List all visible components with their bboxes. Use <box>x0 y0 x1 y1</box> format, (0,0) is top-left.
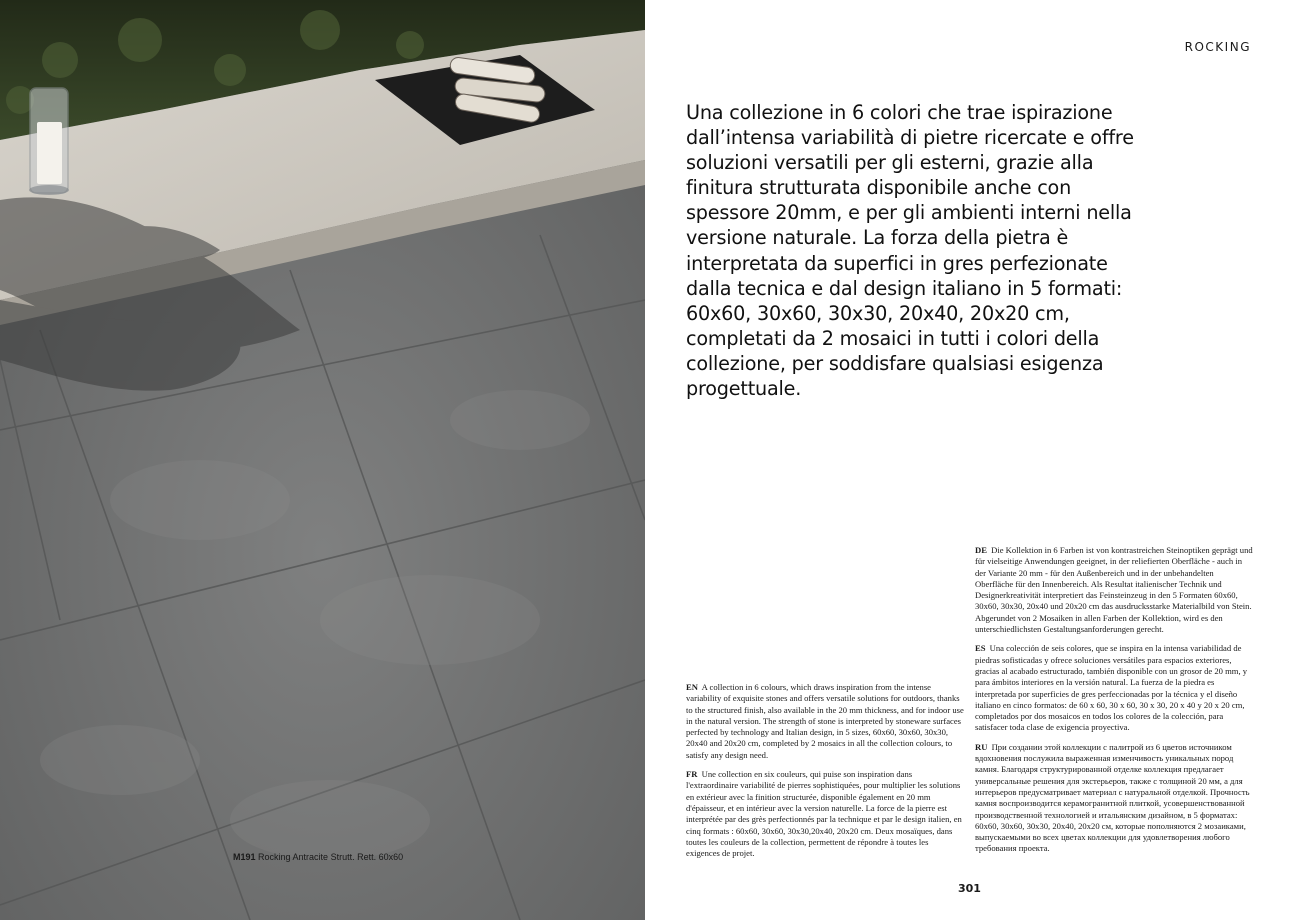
lang-code-en: EN <box>686 682 698 692</box>
translation-fr <box>686 769 964 859</box>
page-number: 301 <box>958 882 981 895</box>
translation-es <box>975 643 1254 733</box>
translation-text-ru: При создании этой коллекции с палитрой из 6 цветов источником вдохновения послужила выраженная изменчивость уникальных пород камня. Благодаря структурированной отделке коллекция предлагает универсальные решения для экстерьеров, также с толщиной 20 мм, а для интерьеров предусматривает материал с натуральной отделкой. Прочность камня воспроизводится керамогранитной плиткой, усовершенствованной производственной технологией и итальянским дизайном, в 5 форматах: 60x60, 30x60, 30x30, 20x40, 20x20 см, которые пополняются 2 мозаиками, выпускаемыми во всех цветах коллекции для удовлетворения любого требования проекта. <box>975 741 1250 854</box>
terrace-illustration <box>0 0 645 920</box>
translations-column-right <box>975 545 1254 863</box>
lang-code-de: DE <box>975 545 987 555</box>
photo-caption <box>233 852 403 862</box>
intro-paragraph: Una collezione in 6 colori che trae ispirazione dall’intensa variabilità di pietre ricercate e offre soluzioni versatili per gli esterni, grazie alla finitura strutturata disponibile anche con spessore 20mm, e per gli ambienti interni nella versione naturale. La forza della pietra è interpretata da superfici in gres perfezionate dalla tecnica e dal design italiano in 5 formati: 60x60, 30x60, 30x30, 20x40, 20x20 cm, completati da 2 mosaici in tutti i colori della collezione, per soddisfare qualsiasi esigenza progettuale. <box>686 101 1134 401</box>
lang-code-es: ES <box>975 643 986 654</box>
translation-text-es: Una colección de seis colores, que se inspira en la intensa variabilidad de piedras sofisticadas y ofrece soluciones versátiles para espacios exteriores, gracias al acabado estructurado, también disponible con un grosor de 20 mm, y para ámbitos interiores en la versión natural. La fuerza de la piedra es interpretada por superficies de gres perfeccionadas por la técnica y el diseño italiano en cinco formatos: de 60 x 60, 30 x 60, 30 x 30, 20 x 40 y 20 x 20 cm, completados por dos mosaicos en todos los colores de la colección, para satisfacer toda clase de exigencia proyectiva. <box>975 643 1248 733</box>
lang-code-fr: FR <box>686 769 698 780</box>
caption-code: M191 <box>233 852 256 862</box>
translation-text-fr: Une collection en six couleurs, qui puise son inspiration dans l'extraordinaire variabilité de pierres sophistiquées, pour multiplier les solutions en extérieur avec la finition structurée, disponible également en 20 mm d'épaisseur, et en intérieur avec la version naturelle. La force de la pierre est interprétée par des grès perfectionnés par la technique et par le design italien, en cinq formats : 60x60, 30x60, 30x30,20x40, 20x20 cm. Deux mosaïques, dans toutes les couleurs de la collection, permettent de répondre à toutes les exigences de projet. <box>686 769 962 859</box>
translation-de <box>975 545 1254 635</box>
translation-text-en: A collection in 6 colours, which draws inspiration from the intense variability of exquisite stones and offers versatile solutions for outdoors, thanks to the structured finish, also available in the 20 mm thickness, and for indoor use in the natural version. The strength of stone is interpreted by stoneware surfaces perfected by technology and Italian design, in 5 sizes, 60x60, 30x60, 30x30, 20x40 and 20x20 cm, completed by 2 mosaics in all the collection colours, to satisfy any design need. <box>686 682 964 760</box>
product-photo <box>0 0 645 920</box>
translations-column-left <box>686 682 964 867</box>
collection-name: ROCKING <box>1184 40 1251 54</box>
lang-code-ru: RU <box>975 741 988 752</box>
translation-ru <box>975 742 1254 855</box>
caption-text: Rocking Antracite Strutt. Rett. 60x60 <box>258 852 404 862</box>
translation-text-de: Die Kollektion in 6 Farben ist von kontrastreichen Steinoptiken geprägt und für vielseitige Anwendungen geeignet, in der reliefierten Oberfläche - auch in der Variante 20 mm - für den Außenbereich und in der unbehandelten Oberfläche für den Innenbereich. Als Resultat italienischer Technik und Designerkreativität interpretiert das Feinsteinzeug in den 5 Formaten 60x60, 30x60, 30x30, 20x40 und 20x20 cm das ausdrucksstarke Materialbild von Stein. Abgerundet von 2 Mosaiken in allen Farben der Kollektion, wird es den unterschiedlichsten Gestaltungsanforderungen gerecht. <box>975 545 1253 635</box>
translation-en <box>686 682 964 761</box>
candle-lantern <box>29 88 69 195</box>
